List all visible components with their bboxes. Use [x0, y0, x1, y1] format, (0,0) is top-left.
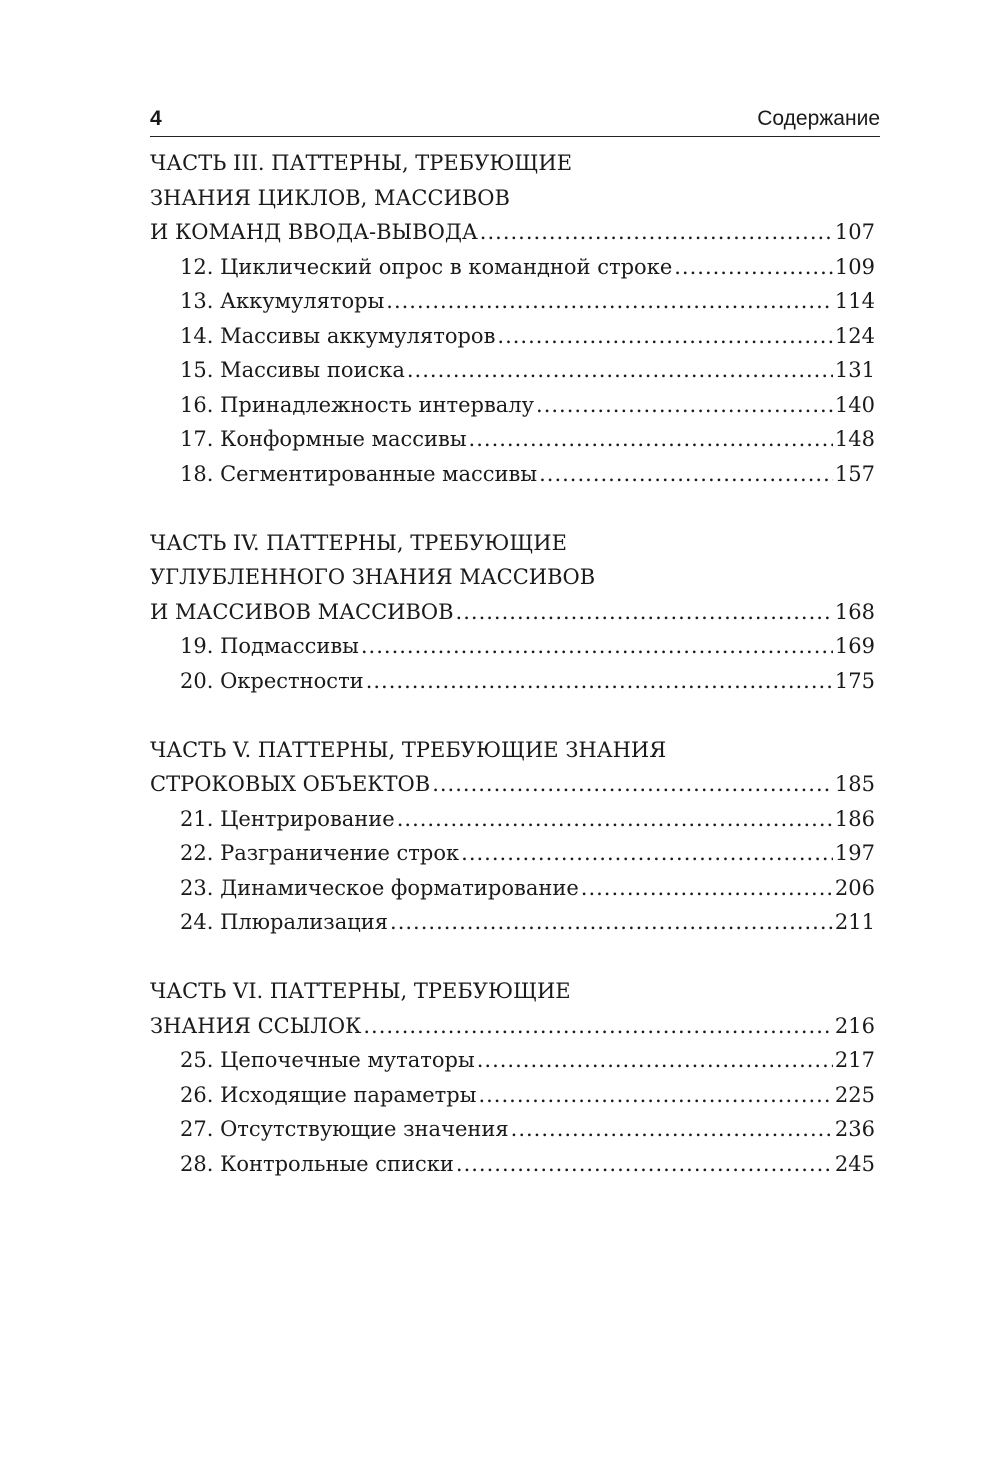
chapter-title: 26. Исходящие параметры [180, 1082, 477, 1107]
dot-leader [674, 250, 833, 285]
chapter-entry [150, 250, 875, 285]
chapter-title: 23. Динамическое форматирование [180, 875, 579, 900]
dot-leader [456, 1147, 833, 1182]
chapter-entry [150, 802, 875, 837]
chapter-title: 22. Разграничение строк [180, 841, 460, 865]
dot-leader [539, 457, 833, 492]
dot-leader [469, 422, 833, 457]
dot-leader [497, 319, 833, 354]
chapter-page-number: 211 [834, 910, 875, 934]
chapter-page-number: 225 [834, 1082, 875, 1107]
chapter-title: 15. Массивы поиска [180, 358, 405, 382]
dot-leader [480, 215, 833, 250]
part-title-last-line: ЗНАНИЯ ССЫЛОК [150, 1013, 362, 1038]
dot-leader [432, 767, 833, 802]
chapter-entry [150, 836, 875, 871]
chapter-title: 24. Плюрализация [180, 910, 389, 934]
chapter-entry [150, 664, 875, 699]
chapter-page-number: 109 [834, 254, 875, 279]
chapter-title: 16. Принадлежность интервалу [180, 392, 535, 417]
chapter-entry [150, 284, 875, 319]
chapter-title: 18. Сегментированные массивы [180, 461, 538, 486]
toc-part-3 [150, 146, 875, 491]
running-head [150, 106, 880, 137]
chapter-page-number: 124 [834, 323, 875, 348]
part-title-line: ЧАСТЬ VI. ПАТТЕРНЫ, ТРЕБУЮЩИЕ [150, 979, 571, 1003]
chapter-page-number: 157 [834, 461, 875, 486]
chapter-page-number: 140 [834, 392, 875, 417]
chapter-page-number: 197 [834, 841, 875, 865]
part-title-last-line: И КОМАНД ВВОДА-ВЫВОДА [150, 220, 478, 244]
chapter-title: 19. Подмассивы [180, 634, 359, 658]
part-title-line: ЧАСТЬ V. ПАТТЕРНЫ, ТРЕБУЮЩИЕ ЗНАНИЯ [150, 737, 667, 762]
part-title-line: ЧАСТЬ IV. ПАТТЕРНЫ, ТРЕБУЮЩИЕ [150, 530, 567, 555]
chapter-entry [150, 353, 875, 388]
chapter-page-number: 206 [834, 875, 875, 900]
chapter-title: 21. Центрирование [180, 806, 395, 831]
chapter-entry [150, 388, 875, 423]
dot-leader [361, 629, 833, 664]
chapter-page-number: 186 [834, 806, 875, 831]
chapter-title: 12. Циклический опрос в командной строке [180, 254, 673, 279]
chapter-page-number: 131 [834, 358, 875, 382]
chapter-entry [150, 457, 875, 492]
chapter-title: 25. Цепочечные мутаторы [180, 1048, 475, 1072]
dot-leader [407, 353, 833, 388]
part-page-number: 216 [834, 1013, 875, 1038]
dot-leader [511, 1112, 833, 1147]
chapter-entry [150, 629, 875, 664]
chapter-page-number: 245 [834, 1151, 875, 1176]
part-page-number: 107 [834, 220, 875, 244]
chapter-title: 27. Отсутствующие значения [180, 1117, 509, 1141]
chapter-entry [150, 905, 875, 940]
part-title-last-line: И МАССИВОВ МАССИВОВ [150, 599, 454, 624]
chapter-title: 14. Массивы аккумуляторов [180, 323, 496, 348]
chapter-title: 13. Аккумуляторы [180, 289, 385, 313]
dot-leader [477, 1043, 833, 1078]
dot-leader [461, 836, 833, 871]
toc-part-4 [150, 526, 875, 699]
part-title-last-line: СТРОКОВЫХ ОБЪЕКТОВ [150, 772, 431, 796]
chapter-title: 28. Контрольные списки [180, 1151, 454, 1176]
dot-leader [478, 1078, 832, 1113]
chapter-entry [150, 1043, 875, 1078]
part-title-line: ЧАСТЬ III. ПАТТЕРНЫ, ТРЕБУЮЩИЕ [150, 151, 573, 175]
table-of-contents [150, 146, 875, 1216]
running-head-title: Содержание [757, 107, 880, 130]
part-title-line: УГЛУБЛЕННОГО ЗНАНИЯ МАССИВОВ [150, 565, 596, 589]
chapter-title: 20. Окрестности [180, 668, 364, 693]
dot-leader [581, 871, 833, 906]
toc-part-6 [150, 974, 875, 1181]
chapter-title: 17. Конформные массивы [180, 427, 467, 451]
chapter-page-number: 169 [834, 634, 875, 658]
chapter-entry [150, 871, 875, 906]
part-page-number: 168 [834, 599, 875, 624]
toc-part-5 [150, 733, 875, 940]
chapter-page-number: 236 [834, 1117, 875, 1141]
chapter-page-number: 217 [834, 1048, 875, 1072]
chapter-entry [150, 1112, 875, 1147]
dot-leader [390, 905, 833, 940]
chapter-entry [150, 319, 875, 354]
dot-leader [536, 388, 833, 423]
part-entry [150, 1009, 875, 1044]
chapter-entry [150, 1147, 875, 1182]
chapter-page-number: 148 [834, 427, 875, 451]
part-entry [150, 595, 875, 630]
chapter-page-number: 175 [834, 668, 875, 693]
dot-leader [363, 1009, 833, 1044]
part-entry [150, 215, 875, 250]
dot-leader [366, 664, 833, 699]
chapter-entry [150, 1078, 875, 1113]
dot-leader [397, 802, 833, 837]
part-title-line: ЗНАНИЯ ЦИКЛОВ, МАССИВОВ [150, 185, 510, 210]
dot-leader [456, 595, 833, 630]
dot-leader [386, 284, 833, 319]
part-page-number: 185 [834, 772, 875, 796]
chapter-page-number: 114 [834, 289, 875, 313]
chapter-entry [150, 422, 875, 457]
page-number: 4 [150, 107, 162, 130]
part-entry [150, 767, 875, 802]
